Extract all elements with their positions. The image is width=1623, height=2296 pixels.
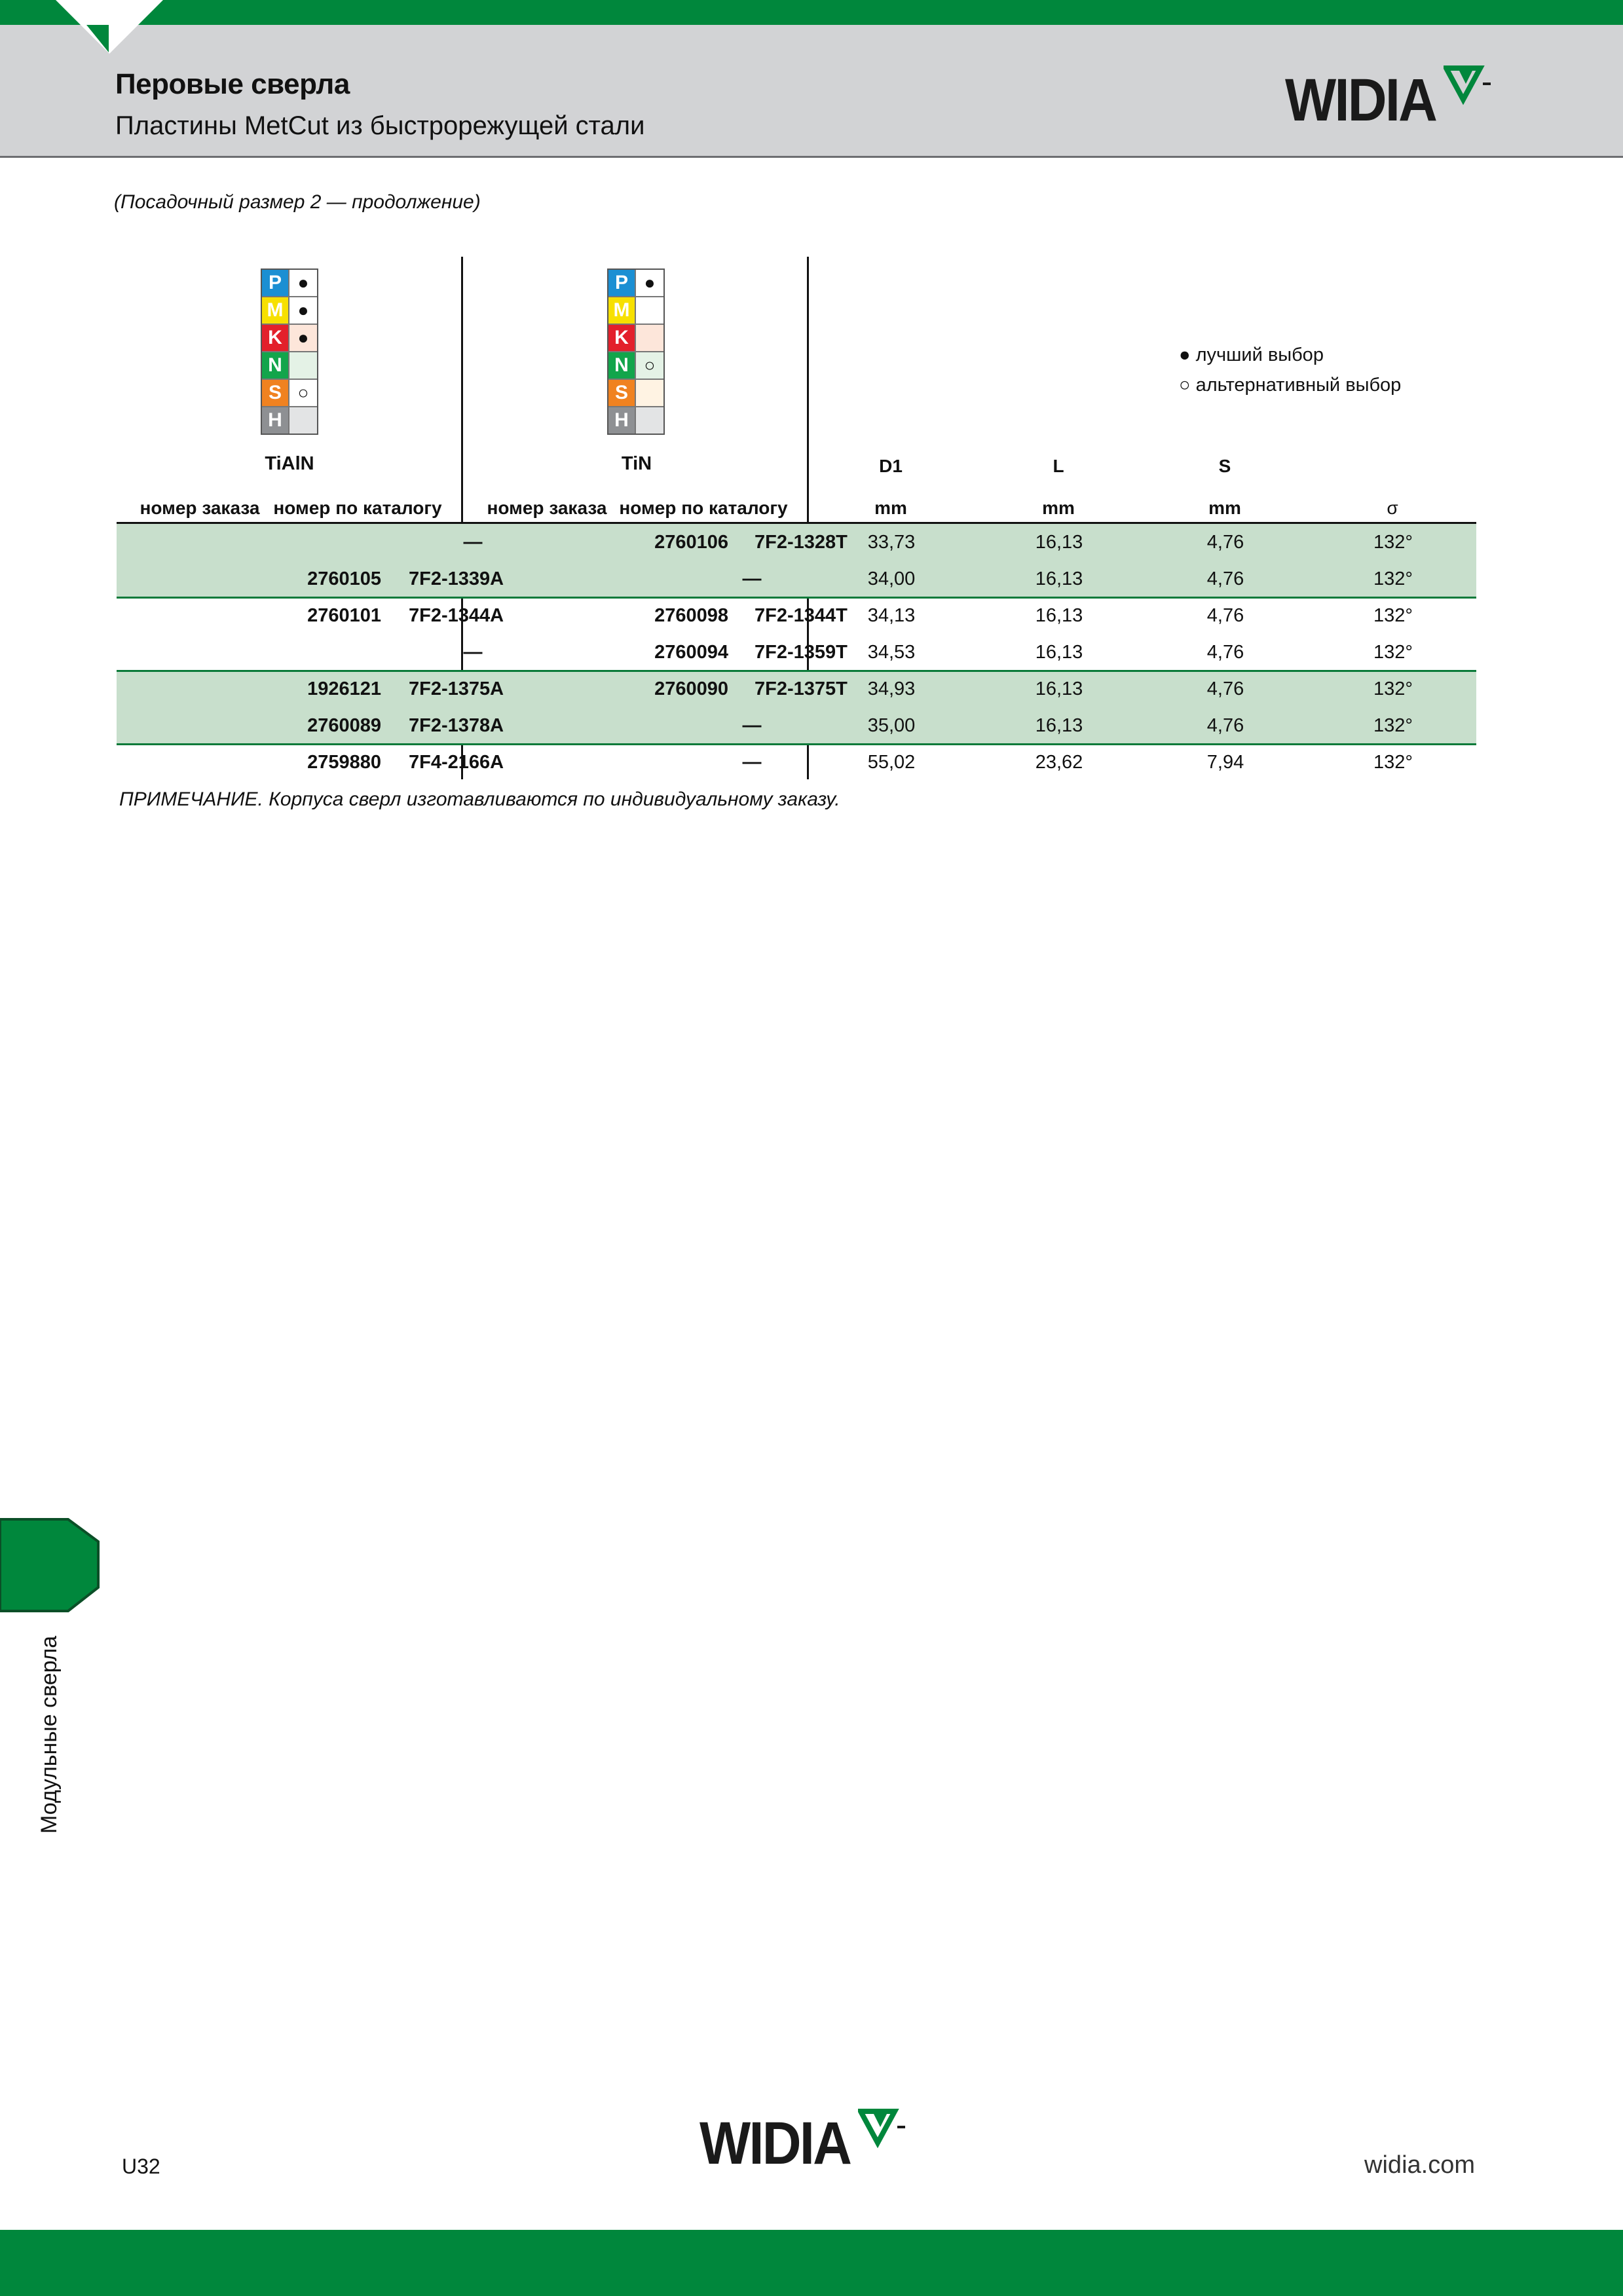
material-row-h	[262, 407, 317, 434]
legend-alternative-choice: ○ альтернативный выбор	[1179, 375, 1402, 396]
cell-d1: 35,00	[867, 715, 916, 736]
header-corner-notch	[56, 0, 163, 54]
table-row	[117, 597, 1476, 634]
material-row-n	[608, 352, 663, 380]
material-letter: N	[262, 352, 289, 379]
cell-s: 4,76	[1206, 532, 1244, 553]
cell-tialn-order: 2760105	[307, 568, 381, 589]
coating-label-tialn: TiAlN	[265, 453, 314, 474]
cell-d1: 34,93	[867, 678, 916, 699]
header-s: S	[1218, 456, 1231, 476]
material-suitability-mark: ○	[289, 380, 317, 406]
table-rule	[117, 743, 1476, 745]
header-corner-accent	[86, 25, 109, 52]
cell-tin-catalog: 7F2-1359T	[755, 642, 848, 663]
cell-l: 16,13	[1035, 678, 1083, 699]
cell-s: 4,76	[1206, 642, 1244, 663]
cell-s: 4,76	[1206, 715, 1244, 736]
unit-s: mm	[1208, 498, 1241, 518]
widia-triangle-icon	[1444, 65, 1493, 111]
material-letter: N	[608, 352, 636, 379]
cell-s: 7,94	[1206, 752, 1244, 773]
header-tin-order: номер заказа	[487, 498, 607, 518]
cell-tialn-catalog: —	[463, 532, 483, 553]
header-angle: σ	[1387, 498, 1398, 518]
material-suitability-mark	[636, 407, 663, 434]
header-logo	[1285, 67, 1493, 134]
material-row-k	[262, 325, 317, 352]
footnote: ПРИМЕЧАНИЕ. Корпуса сверл изготавливаются по индивидуальному заказу.	[119, 788, 840, 810]
material-letter: P	[608, 270, 636, 296]
material-suitability-mark	[289, 352, 317, 379]
material-suitability-mark: ○	[636, 352, 663, 379]
material-suitability-mark: ●	[289, 325, 317, 351]
side-section-label: Модульные сверла	[37, 1635, 62, 1834]
material-suitability-mark	[289, 407, 317, 434]
material-letter: M	[608, 297, 636, 324]
cell-d1: 55,02	[867, 752, 916, 773]
cell-l: 16,13	[1035, 605, 1083, 626]
side-tab-marker	[0, 1518, 101, 1612]
cell-s: 4,76	[1206, 605, 1244, 626]
material-suitability-mark: ●	[289, 270, 317, 296]
logo-text: WIDIA	[1285, 67, 1436, 134]
top-green-bar	[0, 0, 1623, 25]
material-letter: K	[262, 325, 289, 351]
material-grid-tin	[607, 268, 665, 435]
cell-tin-catalog: 7F2-1328T	[755, 532, 848, 553]
material-row-p	[262, 270, 317, 297]
cell-tialn-order: 2760089	[307, 715, 381, 736]
cell-s: 4,76	[1206, 568, 1244, 589]
footer-logo-text: WIDIA	[700, 2110, 851, 2177]
cell-tin-order: 2760090	[654, 678, 728, 699]
cell-l: 16,13	[1035, 642, 1083, 663]
cell-angle: 132°	[1373, 605, 1413, 626]
material-suitability-mark	[636, 380, 663, 406]
material-row-s	[608, 380, 663, 407]
cell-d1: 34,00	[867, 568, 916, 589]
cell-tialn-order: 2760101	[307, 605, 381, 626]
header-tialn-order: номер заказа	[140, 498, 260, 518]
cell-tin-catalog: 7F2-1375T	[755, 678, 848, 699]
cell-tialn-catalog: 7F4-2166A	[409, 752, 504, 773]
cell-l: 16,13	[1035, 715, 1083, 736]
table-row	[117, 707, 1476, 744]
cell-tialn-catalog: 7F2-1378A	[409, 715, 504, 736]
cell-d1: 34,13	[867, 605, 916, 626]
material-row-k	[608, 325, 663, 352]
table-row	[117, 744, 1476, 781]
cell-angle: 132°	[1373, 568, 1413, 589]
cell-tialn-catalog: 7F2-1339A	[409, 568, 504, 589]
material-suitability-mark	[636, 325, 663, 351]
header-tin-catalog: номер по каталогу	[619, 498, 788, 518]
cell-tialn-catalog: —	[463, 642, 483, 663]
page-title: Перовые сверла	[115, 68, 350, 100]
cell-tin-catalog: 7F2-1344T	[755, 605, 848, 626]
material-letter: S	[608, 380, 636, 406]
material-letter: P	[262, 270, 289, 296]
cell-angle: 132°	[1373, 642, 1413, 663]
cell-tialn-order	[250, 524, 381, 561]
cell-angle: 132°	[1373, 678, 1413, 699]
cell-s: 4,76	[1206, 678, 1244, 699]
cell-l: 16,13	[1035, 532, 1083, 553]
continuation-note: (Посадочный размер 2 — продолжение)	[114, 191, 481, 213]
bottom-green-bar	[0, 2230, 1623, 2296]
cell-d1: 34,53	[867, 642, 916, 663]
cell-tialn-order: 1926121	[307, 678, 381, 699]
cell-tialn-order	[250, 634, 381, 671]
cell-angle: 132°	[1373, 532, 1413, 553]
footer-widia-triangle-icon	[858, 2109, 908, 2155]
page-subtitle: Пластины MetCut из быстрорежущей стали	[115, 111, 645, 140]
cell-tin-order: 2760106	[654, 532, 728, 553]
table-rule	[117, 597, 1476, 599]
coating-label-tin: TiN	[621, 453, 652, 474]
table-row	[117, 561, 1476, 597]
cell-tin-catalog: —	[742, 752, 762, 773]
material-row-n	[262, 352, 317, 380]
material-row-s	[262, 380, 317, 407]
cell-l: 23,62	[1035, 752, 1083, 773]
material-suitability-mark: ●	[636, 270, 663, 296]
cell-tialn-order: 2759880	[307, 752, 381, 773]
material-row-h	[608, 407, 663, 434]
material-row-m	[262, 297, 317, 325]
cell-d1: 33,73	[867, 532, 916, 553]
table-rule	[117, 670, 1476, 672]
header-l: L	[1053, 456, 1064, 476]
cell-tin-catalog: —	[742, 568, 762, 589]
cell-tialn-catalog: 7F2-1375A	[409, 678, 504, 699]
table-row	[117, 671, 1476, 707]
cell-angle: 132°	[1373, 715, 1413, 736]
footer-logo	[700, 2110, 908, 2177]
material-suitability-mark: ●	[289, 297, 317, 324]
cell-tin-order: 2760094	[654, 642, 728, 663]
material-letter: K	[608, 325, 636, 351]
cell-l: 16,13	[1035, 568, 1083, 589]
material-letter: H	[608, 407, 636, 434]
material-row-m	[608, 297, 663, 325]
material-row-p	[608, 270, 663, 297]
table-rule	[117, 522, 1476, 524]
material-suitability-mark	[636, 297, 663, 324]
unit-d1: mm	[874, 498, 907, 518]
unit-l: mm	[1042, 498, 1075, 518]
website-link[interactable]: widia.com	[1364, 2151, 1475, 2179]
cell-tin-catalog: —	[742, 715, 762, 736]
cell-angle: 132°	[1373, 752, 1413, 773]
cell-tialn-catalog: 7F2-1344A	[409, 605, 504, 626]
table-row	[117, 524, 1476, 561]
material-letter: M	[262, 297, 289, 324]
page-number: U32	[122, 2155, 160, 2178]
material-letter: H	[262, 407, 289, 434]
material-grid-tialn	[261, 268, 318, 435]
material-letter: S	[262, 380, 289, 406]
legend-best-choice: ● лучший выбор	[1179, 344, 1324, 365]
header-tialn-catalog: номер по каталогу	[273, 498, 442, 518]
table-row	[117, 634, 1476, 671]
cell-tin-order: 2760098	[654, 605, 728, 626]
header-d1: D1	[879, 456, 903, 476]
